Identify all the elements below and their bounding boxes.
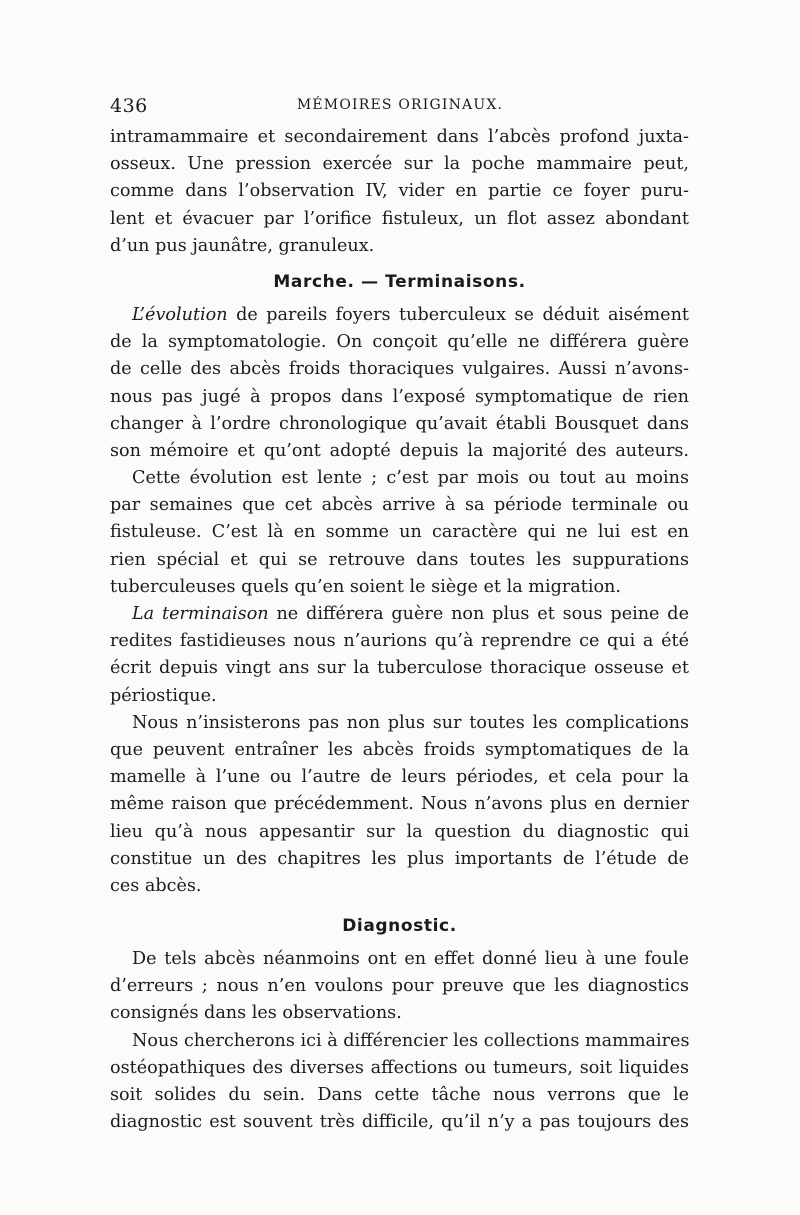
line-text: de pareils foyers tuberculeux se déduit aisément bbox=[227, 304, 689, 325]
text-line: rien spécial et qui se retrouve dans toutes les suppurations bbox=[110, 549, 689, 570]
text-line: soit solides du sein. Dans cette tâche nous verrons que le bbox=[110, 1085, 689, 1105]
page-body bbox=[110, 124, 689, 1136]
section-heading-diagnostic: Diagnostic. bbox=[342, 916, 457, 937]
text-line: intramammaire et secondairement dans l’abcès profond juxta- bbox=[110, 127, 689, 147]
text-line: changer à l’ordre chronologique qu’avait établi Bousquet dans bbox=[110, 413, 689, 434]
paragraph-differencier bbox=[110, 1028, 689, 1137]
text-line: comme dans l’observation IV, vider en partie ce foyer puru- bbox=[110, 181, 689, 202]
text-line: constitue un des chapitres les plus importants de l’étude de bbox=[110, 848, 689, 869]
text-line: nous pas jugé à propos dans l’exposé symptomatique de rien bbox=[110, 386, 689, 407]
text-line: de la symptomatologie. On conçoit qu’elle ne différera guère bbox=[110, 332, 689, 353]
text-line: de celle des abcès froids thoraciques vulgaires. Aussi n’avons- bbox=[110, 359, 689, 380]
text-line: De tels abcès néanmoins ont en effet donné lieu à une foule bbox=[132, 949, 689, 970]
page-header bbox=[110, 95, 690, 123]
text-line: Nous chercherons ici à différencier les collections mammaires bbox=[132, 1030, 690, 1051]
text-line: ostéopathiques des diverses affections ou tumeurs, soit liquides bbox=[110, 1057, 689, 1078]
paragraph-erreurs bbox=[110, 946, 689, 1028]
paragraph-terminaison bbox=[110, 601, 689, 710]
text-line: d’erreurs ; nous n’en voulons pour preuve que les diagnostics bbox=[110, 976, 689, 997]
running-head: MÉMOIRES ORIGINAUX. bbox=[296, 97, 504, 113]
text-line: Cette évolution est lente ; c’est par mois ou tout au moins bbox=[132, 468, 689, 489]
text-line: consignés dans les observations. bbox=[110, 1003, 402, 1024]
text-line: même raison que précédemment. Nous n’avons plus en dernier bbox=[110, 794, 689, 815]
page-number: 436 bbox=[110, 95, 148, 117]
text-line: d’un pus jaunâtre, granuleux. bbox=[110, 235, 375, 256]
text-line: ces abcès. bbox=[110, 875, 202, 896]
text-line: écrit depuis vingt ans sur la tuberculose thoracique osseuse et bbox=[110, 658, 689, 679]
italic-term: La terminaison bbox=[132, 604, 269, 624]
paragraph-evolution bbox=[110, 302, 689, 465]
line-text: ne différera guère non plus et sous peine de bbox=[268, 604, 689, 624]
paragraph-lente bbox=[110, 465, 689, 601]
text-line bbox=[110, 302, 689, 329]
text-line: périostique. bbox=[110, 685, 217, 706]
text-line: que peuvent entraîner les abcès froids symptomatiques de la bbox=[110, 739, 689, 760]
paragraph-complications bbox=[110, 710, 689, 900]
text-line: son mémoire et qu’ont adopté depuis la majorité des auteurs. bbox=[110, 440, 689, 461]
text-line bbox=[110, 601, 689, 628]
text-line: mamelle à l’une ou l’autre de leurs périodes, et cela pour la bbox=[110, 767, 689, 788]
text-line: diagnostic est souvent très difficile, qu’il n’y a pas toujours des bbox=[110, 1112, 689, 1133]
section-heading-marche: Marche. — Terminaisons. bbox=[273, 271, 526, 292]
intro-paragraph bbox=[110, 124, 689, 260]
text-line: lieu qu’à nous appesantir sur la question du diagnostic qui bbox=[110, 821, 689, 842]
text-line: lent et évacuer par l’orifice fistuleux, un flot assez abondant bbox=[110, 208, 689, 229]
italic-term: L’évolution bbox=[132, 304, 228, 325]
text-line: redites fastidieuses nous n’aurions qu’à reprendre ce qui a été bbox=[110, 631, 689, 652]
text-line: tuberculeuses quels qu’en soient le siège et la migration. bbox=[110, 576, 621, 597]
text-line: Nous n’insisterons pas non plus sur toutes les complications bbox=[132, 712, 689, 733]
text-line: fistuleuse. C’est là en somme un caractère qui ne lui est en bbox=[110, 522, 689, 543]
text-line: par semaines que cet abcès arrive à sa période terminale ou bbox=[110, 495, 689, 516]
text-line: osseux. Une pression exercée sur la poche mammaire peut, bbox=[110, 154, 689, 175]
